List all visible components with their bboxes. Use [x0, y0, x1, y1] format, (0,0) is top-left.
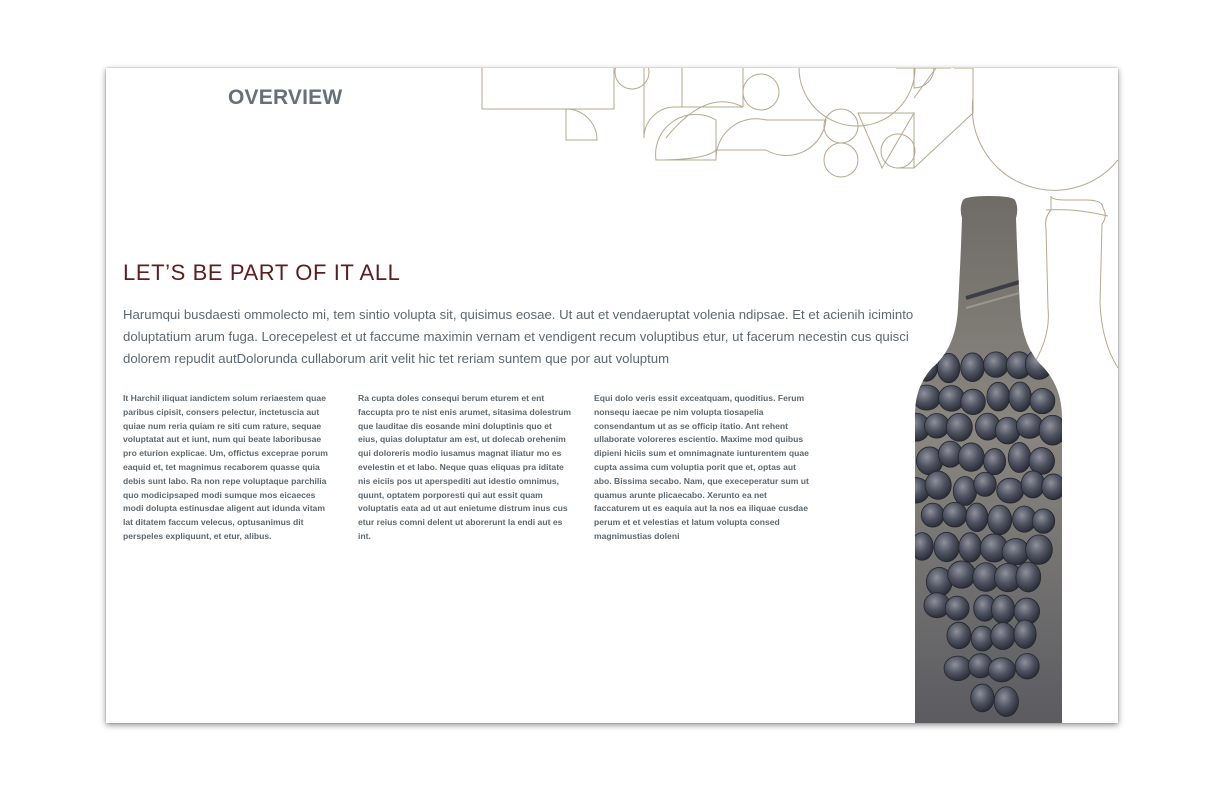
- grape: [1016, 413, 1042, 438]
- grape: [971, 684, 994, 712]
- grape: [913, 385, 941, 410]
- grape: [944, 656, 971, 681]
- grape: [959, 533, 982, 562]
- grape: [948, 561, 976, 588]
- grape: [961, 389, 986, 414]
- grape: [924, 414, 949, 439]
- grape: [945, 596, 969, 620]
- grape: [953, 476, 976, 505]
- grape: [1029, 448, 1055, 475]
- grape: [1002, 538, 1029, 564]
- grape: [1021, 471, 1045, 498]
- grape: [958, 443, 984, 471]
- grape: [974, 472, 996, 496]
- grape: [987, 382, 1010, 411]
- grape: [937, 353, 959, 382]
- grape: [983, 352, 1008, 377]
- wine-bottle-grapes-image: [106, 68, 1118, 723]
- grape: [946, 413, 972, 441]
- grape: [988, 505, 1012, 535]
- grape: [1039, 415, 1066, 445]
- document-page: [106, 68, 1118, 723]
- grape: [984, 449, 1006, 475]
- grape: [915, 356, 938, 381]
- grape: [1032, 509, 1054, 533]
- grape: [995, 417, 1020, 444]
- grape: [1014, 620, 1036, 648]
- grape: [991, 622, 1015, 649]
- grape: [925, 471, 951, 499]
- grape: [1009, 382, 1031, 412]
- grape: [921, 503, 944, 527]
- grape: [1015, 654, 1039, 679]
- body-column-2: Ra cupta doles consequi berum eturem et ent faccupta pro te nist enis arumet, sitasima dolestrum que lauditae dis eosande mini doluptinis quo et eius, quias doluptatur am est, ut dolecab orehenim qui doloreris modio iusamus magnat iliatur mo es evelestin et et labo. Neque quas eliquas pra iditate nis eiciis pos ut aperspediti aut idestio omnimus, quunt, optatem porporesti qui aut essit quam voluptatis eata ad ut aut enietume distrum inus cus etur reius comni delent ut aborerunt la endi aut es int.: [358, 393, 571, 541]
- grape: [988, 658, 1015, 682]
- grape: [961, 353, 985, 382]
- body-column-3: Equi dolo veris essit exceatquam, quoditius. Ferum nonsequ iaecae pe nim volupta tiosapelia consendantum ut as se officip itatio. Ant rehent ullaborate voloreres escientio. Maxime mod quibus dipieni hiciis sum et omnimagnate iunturentem quae cupta assima cum voluptia porit que et, optas aut abo. Bissima secabo. Nam, que execeperatur sum ut quamus arunte plicaecabo. Xerunto ea net faccaturem ut es eaquia aut la nos ea iliquae cusdae perum et et velestias et latum volupta consed magnimustias doleni: [594, 393, 809, 541]
- grape: [1016, 562, 1041, 592]
- section-title: OVERVIEW: [228, 86, 343, 109]
- grape: [938, 386, 964, 412]
- grape: [911, 533, 933, 561]
- intro-paragraph: Harumqui busdaesti ommolecto mi, tem sintio volupta sit, quisimus eosae. Ut aut et vendaeruptat volenia ndipsae. Et et acienih iciminto doluptatium arum fuga. Lorecepelest et ut faccume maximin vernam et vendigent recum voluptibus etur, ut facerum necestin cus quisci dolorem repudit autDolorunda cullaborum arit velit hic tet reriam suntem que por aut voluptum: [123, 307, 914, 366]
- grape: [997, 478, 1024, 503]
- grape: [1008, 443, 1031, 473]
- grape: [994, 687, 1018, 717]
- grape: [947, 622, 971, 649]
- grape: [966, 503, 988, 532]
- grape: [1026, 535, 1053, 564]
- grape: [1030, 388, 1055, 413]
- body-column-1: It Harchil iliquat iandictem solum reriaestem quae paribus cipisit, consers pelectur, inctetuscia aut quiae num reria quiam re siti cum rature, sequae voluptatat aut et iunt, num qui beate laboribusae pro eturion explicae. Um, offictus exceprae porum eaquid et, tet magnimus recaborem quasse quia debis sunt labo. Ra non repe voluptaque parchilia quo modicipsaped modi sumque mos eicaeces modi dolupta estinusdae aligent aut idunda vitam lat ditatem faccum velecus, optusanimus dit perspeles expliquunt, et etur, alibus.: [123, 393, 328, 541]
- grape: [934, 532, 959, 561]
- grape: [971, 626, 994, 651]
- grape: [1025, 349, 1053, 379]
- grape: [1042, 474, 1065, 500]
- grape: [991, 595, 1014, 623]
- headline: LET’S BE PART OF IT ALL: [123, 260, 401, 285]
- grape: [943, 502, 967, 527]
